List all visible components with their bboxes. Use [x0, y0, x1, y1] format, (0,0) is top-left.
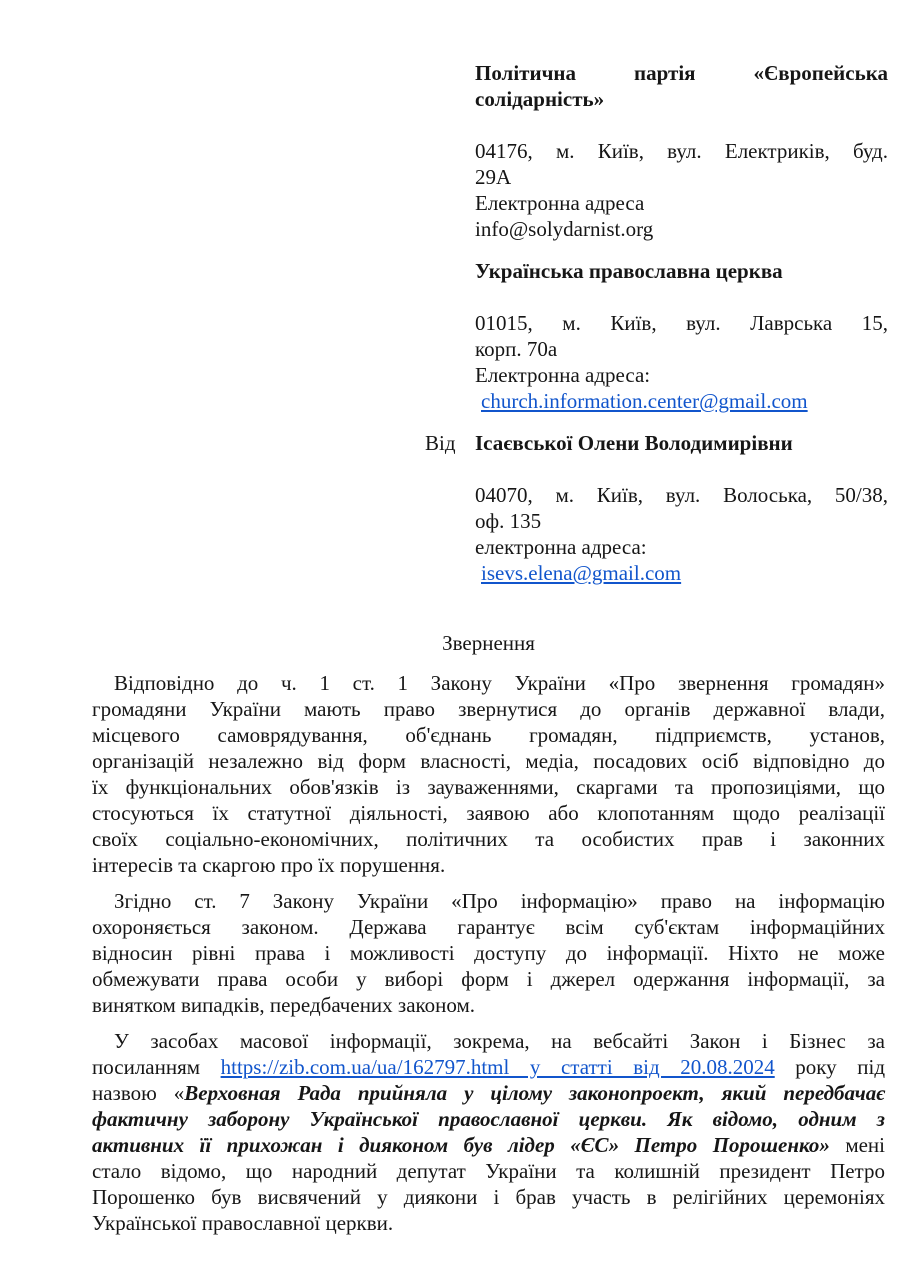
quoted-headline-line: фактичну заборону Української православної церкви. Як відомо, одним з	[92, 1107, 885, 1131]
text-line: винятком випадків, передбачених законом.	[92, 993, 476, 1017]
from-label: Від	[425, 431, 456, 455]
text-line	[92, 1132, 885, 1158]
text-line: охороняється законом. Держава гарантує всім суб'єктам інформаційних	[92, 915, 885, 939]
text-line: інтересів та скаргою про їх порушення.	[92, 853, 446, 877]
blank-line	[475, 242, 888, 258]
recipient-church-email-line	[475, 388, 888, 414]
recipient-block-party	[475, 60, 888, 242]
blank-line	[475, 414, 888, 430]
recipient-party-name-line: солідарність»	[475, 87, 605, 111]
text-line: громадяни України мають право звернутися до органів державної влади,	[92, 697, 885, 721]
sender-address-line: 04070, м. Київ, вул. Волоська, 50/38,	[475, 483, 888, 507]
paragraph-1	[92, 670, 885, 878]
document-title: Звернення	[442, 631, 535, 655]
recipient-block-church	[475, 258, 888, 414]
text-line: стало відомо, що народний депутат України та колишній президент Петро	[92, 1159, 885, 1183]
quoted-headline-run: активних її прихожан і дияконом був лідер «ЄС» Петро Порошенко»	[92, 1133, 830, 1157]
recipient-party-address-line: 29А	[475, 165, 512, 189]
recipient-church-address-line: корп. 70а	[475, 337, 558, 361]
recipient-church-name: Українська православна церква	[475, 259, 783, 283]
text-line: обмежувати права особи у виборі форм і джерел одержання інформації, за	[92, 967, 885, 991]
text-line: Української православної церкви.	[92, 1211, 394, 1235]
text-line: Відповідно до ч. 1 ст. 1 Закону України «Про звернення громадян»	[114, 671, 885, 695]
text-line: відносин рівні права і можливості доступу до інформації. Ніхто не може	[92, 941, 885, 965]
blank-line	[475, 456, 888, 482]
text-line	[92, 1054, 885, 1080]
document-body	[92, 630, 885, 1236]
recipient-party-address-line: 04176, м. Київ, вул. Електриків, буд.	[475, 139, 888, 163]
letterhead-addressees	[425, 60, 888, 586]
church-email-link[interactable]: church.information.center@gmail.com	[481, 389, 808, 413]
quoted-headline-run: Верховная Рада прийняла у цілому законопроект, який передбачає	[184, 1081, 885, 1105]
text-line: У засобах масової інформації, зокрема, на вебсайті Закон і Бізнес за	[114, 1029, 885, 1053]
text-line: своїх соціально-економічних, політичних та особистих прав і законних	[92, 827, 885, 851]
blank-line	[475, 284, 888, 310]
blank-line	[475, 112, 888, 138]
zib-article-link[interactable]: https://zib.com.ua/ua/162797.html у статті від 20.08.2024	[220, 1055, 775, 1079]
recipient-party-email-label: Електронна адреса	[475, 191, 645, 215]
text-run: назвою «	[92, 1081, 185, 1105]
text-run: мені	[829, 1133, 885, 1157]
sender-email-label: електронна адреса:	[475, 535, 647, 559]
paragraph-3	[92, 1028, 885, 1236]
sender-email-link[interactable]: isevs.elena@gmail.com	[481, 561, 682, 585]
text-run: посиланням	[92, 1055, 221, 1079]
text-line: Згідно ст. 7 Закону України «Про інформацію» право на інформацію	[114, 889, 885, 913]
text-line	[92, 1080, 885, 1106]
text-line: Порошенко був висвячений у диякони і брав участь в релігійних церемоніях	[92, 1185, 885, 1209]
text-line: організацій незалежно від форм власності, медіа, посадових осіб відповідно до	[92, 749, 885, 773]
recipient-party-name-line: Політична партія «Європейська	[475, 61, 888, 85]
paragraph-2	[92, 888, 885, 1018]
recipient-church-address-line: 01015, м. Київ, вул. Лаврська 15,	[475, 311, 888, 335]
text-line: стосуються їх статутної діяльності, заявою або клопотанням щодо реалізації	[92, 801, 885, 825]
text-run: року під	[774, 1055, 885, 1079]
recipient-party-email: info@solydarnist.org	[475, 217, 654, 241]
sender-name: Ісаєвської Олени Володимирівни	[475, 431, 793, 455]
recipient-church-email-label: Електронна адреса:	[475, 363, 651, 387]
sender-email-line	[475, 560, 888, 586]
text-line: їх функціональних обов'язків із зауваженнями, скаргами та пропозиціями, що	[92, 775, 885, 799]
sender-block	[425, 430, 888, 586]
sender-address-line: оф. 135	[475, 509, 542, 533]
text-line: місцевого самоврядування, об'єднань громадян, підприємств, установ,	[92, 723, 885, 747]
